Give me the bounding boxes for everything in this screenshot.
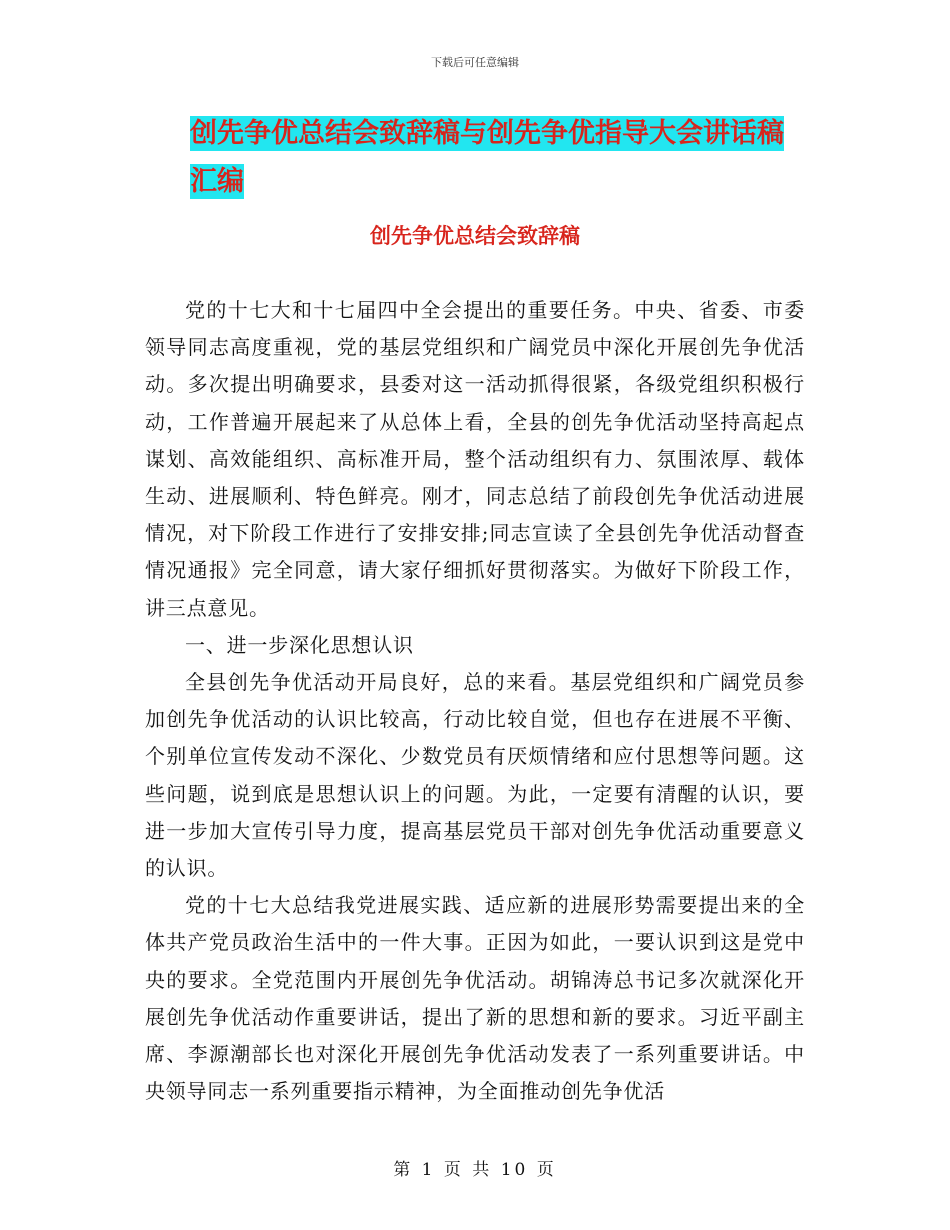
document-body [145,292,805,1110]
section-title: 创先争优总结会致辞稿 [370,224,580,248]
paragraph: 党的十七大总结我党进展实践、适应新的进展形势需要提出来的全体共产党员政治生活中的一件大事。正因为如此，一要认识到这是党中央的要求。全党范围内开展创先争优活动。胡锦涛总书记多次就深化开展创先争优活动作重要讲话，提出了新的思想和新的要求。习近平副主席、李源潮部长也对深化开展创先争优活动发表了一系列重要讲话。中央领导同志一系列重要指示精神，为全面推动创先争优活 [145,893,805,1104]
document-title [190,110,810,206]
subheading: 一、进一步深化思想认识 [185,632,414,657]
page-number: 第 1 页 共 10 页 [393,1160,557,1180]
paragraph: 全县创先争优活动开局良好，总的来看。基层党组织和广阔党员参加创先争优活动的认识比较高，行动比较自觉，但也存在进展不平衡、个别单位宣传发动不深化、少数党员有厌烦情绪和应付思想等问题。这些问题，说到底是思想认识上的问题。为此，一定要有清醒的认识，要进一步加大宣传引导力度，提高基层党员干部对创先争优活动重要意义的认识。 [145,670,805,881]
document-title-text: 创先争优总结会致辞稿与创先争优指导大会讲话稿汇编 [190,118,784,197]
paragraph: 党的十七大和十七届四中全会提出的重要任务。中央、省委、市委领导同志高度重视，党的基层党组织和广阔党员中深化开展创先争优活动。多次提出明确要求，县委对这一活动抓得很紧，各级党组织积极行动，工作普遍开展起来了从总体上看，全县的创先争优活动坚持高起点谋划、高效能组织、高标准开局，整个活动组织有力、氛围浓厚、载体生动、进展顺利、特色鲜亮。刚才，同志总结了前段创先争优活动进展情况，对下阶段工作进行了安排安排;同志宣读了全县创先争优活动督查情况通报》完全同意，请大家仔细抓好贯彻落实。为做好下阶段工作，讲三点意见。 [145,298,805,620]
header-note: 下载后可任意编辑 [431,56,519,69]
